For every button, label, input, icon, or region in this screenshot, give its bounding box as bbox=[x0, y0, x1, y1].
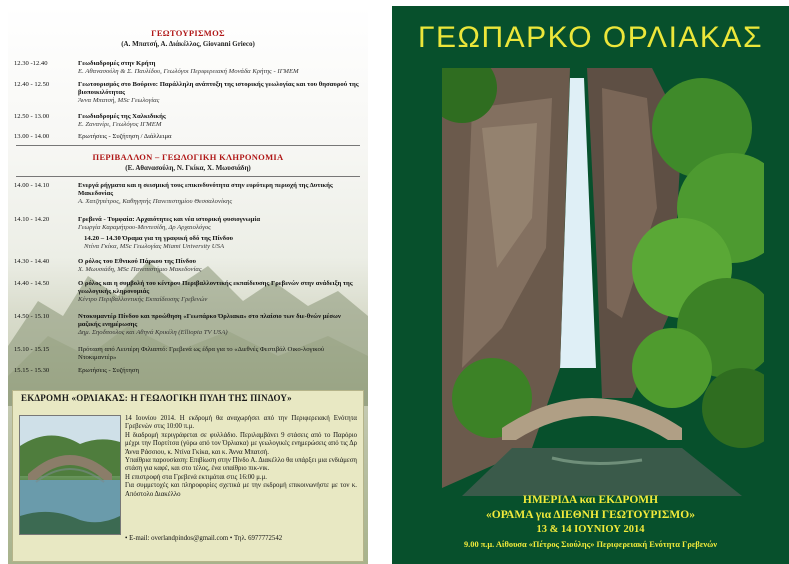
program-speaker: Δημ. Σηοδπουλος και Αθηνά Κρικέλη (Elliopia TV USA) bbox=[78, 329, 228, 337]
cover-title: ΓΕΩΠΑΡΚΟ ΟΡΛΙΑΚΑΣ bbox=[418, 21, 763, 54]
program-row bbox=[14, 346, 364, 364]
program-talk-title: Ντοκυμαντέρ Πίνδου και προώθηση «Γεωπάρκο Όρλιακα» στο πλαίσιο των διε-θνών μέσων μαζικής ενημέρωσης bbox=[78, 313, 341, 329]
program-time: 15.10 - 15.15 bbox=[14, 346, 50, 353]
event-type: ΗΜΕΡΙΔΑ και ΕΚΔΡΟΜΗ bbox=[522, 494, 659, 506]
divider bbox=[16, 145, 360, 146]
program-talk-title: 14.20 – 14.30 Όραμα για τη γραφική οδό της Πίνδου bbox=[84, 235, 233, 242]
program-time: 12.40 - 12.50 bbox=[14, 81, 50, 88]
program-time: 15.15 - 15.30 bbox=[14, 367, 50, 374]
program-talk-title: Γεωδιαδρομές στην Κρήτη bbox=[78, 60, 156, 67]
program-talk-title: Γρεβενά - Τυμφαία: Αρχαιότητες και νέα ιστορική φυσιογνωμία bbox=[78, 216, 261, 223]
program-speaker: Κέντρο Περιβαλλοντικής Εκπαίδευσης Γρεβενών bbox=[78, 296, 208, 304]
program-talk-title: Πρόταση από Λευτέρη Φιλιαπτό: Γρεβενά ως έδρα για το «Διεθνές Φεστιβάλ Οικο-λογικού Ντοκιμαντέρ» bbox=[78, 346, 325, 362]
program-row bbox=[14, 280, 364, 308]
divider bbox=[16, 176, 360, 177]
excursion-info: Για συμμετοχές και πληροφορίες σχετικά με την εκδρομή επικοινωνήστε με τον κ. Απόστολο Διακέλλο bbox=[125, 482, 357, 498]
program-time: 12.30 -12.40 bbox=[14, 60, 48, 67]
gorge-illustration bbox=[442, 68, 764, 496]
excursion-presentation: Υπαίθρια παρουσίαση: Επιβίωση στην Πίνδο Α. Διακέλλο θα υπάρξει μια ενδιάμεση στάση για καφέ, και στο τέλος, ένα υπαίθριο πικ-νικ. bbox=[125, 457, 357, 473]
program-panel bbox=[8, 6, 368, 564]
stone-bridge-icon bbox=[20, 416, 120, 534]
program-time: 14.00 - 14.10 bbox=[14, 182, 50, 189]
program-talk-title: Ο ρόλος και η συμβολή του κέντρου Περιβαλλοντικής εκπαίδευσης Γρεβενών στην ανάδειξη της γεωλογικής κληρονομιάς bbox=[78, 280, 353, 296]
program-row bbox=[14, 235, 364, 253]
program-row bbox=[14, 367, 364, 377]
program-row bbox=[14, 313, 364, 341]
program-row bbox=[14, 133, 364, 143]
event-theme: «ΟΡΑΜΑ για ΔΙΕΘΝΗ ΓΕΩΤΟΥΡΙΣΜΟ» bbox=[486, 509, 695, 521]
program-time: 13.00 - 14.00 bbox=[14, 133, 50, 140]
program-speaker: Ε. Ζανανίρι, Γεωλόγος ΙΓΜΕΜ bbox=[78, 121, 162, 129]
excursion-description bbox=[125, 415, 357, 499]
bridge-photo bbox=[19, 415, 121, 535]
program-speaker: Ε. Αθανασούλη & Σ. Παυλίδου, Γεωλόγοι Περιφερειακή Μονάδα Κρήτης - ΙΓΜΕΜ bbox=[78, 68, 299, 76]
program-time: 14.10 - 14.20 bbox=[14, 216, 50, 223]
program-talk-title: Ο ρόλος του Εθνικού Πάρκου της Πίνδου bbox=[78, 258, 196, 265]
program-talk-title: Ερωτήσεις - Συζήτηση bbox=[78, 367, 139, 374]
section-title-environment: ΠΕΡΙΒΑΛΛΟΝ – ΓΕΩΛΟΓΙΚΗ ΚΛΗΡΟΝΟΜΙΑ bbox=[92, 152, 284, 162]
section-moderators-environment: (Ε. Αθανασούλη, Ν. Γκίκα, Χ. Μωυσιάδη) bbox=[125, 164, 251, 172]
program-speaker: Α. Χατζηπέτρος, Καθηγητής Πανεπιστημίου Θεσσαλονίκης bbox=[78, 198, 233, 206]
program-speaker: Άννα Μπατσή, MSc Γεωλογίας bbox=[78, 97, 160, 105]
excursion-box bbox=[12, 390, 364, 562]
program-row bbox=[14, 216, 364, 234]
program-time: 14.40 - 14.50 bbox=[14, 280, 50, 287]
program-row bbox=[14, 113, 364, 131]
program-speaker: Γεωργία Καραμήτρου-Μεντεσίδη, Δρ Αρχαιολόγος bbox=[78, 224, 211, 232]
program-talk-title: Γεωτουρισμός στο Βούρινο: Παράλληλη ανάπτυξη της ιστορικής γεωλογίας και του θησαυρού της βιοποικιλότητας bbox=[78, 81, 359, 97]
program-talk-title: Ερωτήσεις - Συζήτηση / Διάλλειμα bbox=[78, 133, 172, 140]
program-time: 14.50 - 15.10 bbox=[14, 313, 50, 320]
cover-panel bbox=[392, 6, 789, 564]
event-dates: 13 & 14 ΙΟΥΝΙΟΥ 2014 bbox=[536, 524, 645, 535]
program-row bbox=[14, 258, 364, 276]
program-time: 14.30 - 14.40 bbox=[14, 258, 50, 265]
excursion-departure: 14 Ιουνίου 2014. Η εκδρομή θα αναχωρήσει από την Περιφερειακή Ενότητα Γρεβενών στις 10:00 π.μ. bbox=[125, 415, 357, 431]
excursion-route: Η διαδρομή περιγράφεται σε φυλλάδιο. Περιλαμβάνει 9 στάσεις από το Παρόριο μέχρι την Πορτίτσα (γύρω από τον Όρλιακα) με γεωλογικές ενημερώσεις από τις Δρ Άννα Ράσσιου, κ. Ντίνα Γκίκα, και κ. Άννα Μπατσή. bbox=[125, 431, 357, 456]
event-venue: 9.00 π.μ. Αίθουσα «Πέτρος Σιούλης» Περιφερειακή Ενότητα Γρεβενών bbox=[463, 540, 718, 549]
program-speaker: Ντίνα Γκίκα, MSc Γεωλογίας Miami University USA bbox=[84, 243, 225, 251]
program-row bbox=[14, 81, 364, 109]
section-title-geotourism: ΓΕΩΤΟΥΡΙΣΜΟΣ bbox=[151, 28, 225, 38]
program-row bbox=[14, 60, 364, 78]
program-row bbox=[14, 182, 364, 210]
program-time: 12.50 - 13.00 bbox=[14, 113, 50, 120]
section-moderators-geotourism: (Α. Μπατσή, Α. Διάκέλλος, Giovanni Grieco) bbox=[121, 40, 255, 48]
program-talk-title: Γεωδιαδρομές της Χαλκιδικής bbox=[78, 113, 166, 120]
program-speaker: Χ. Μωυσιάδη, MSc Πανεπιστήμιο Μακεδονίας bbox=[78, 266, 202, 274]
excursion-return: Η επιστροφή στα Γρεβενά εκτιμάται στις 16:00 μ.μ. bbox=[125, 473, 267, 481]
excursion-contact: • E-mail: overlandpindos@gmail.com • Τηλ. 6977772542 bbox=[125, 535, 283, 542]
excursion-title: ΕΚΔΡΟΜΗ «ΟΡΛΙΑΚΑΣ: Η ΓΕΩΛΟΓΙΚΗ ΠΥΛΗ ΤΗΣ ΠΙΝΔΟΥ» bbox=[21, 393, 292, 403]
program-talk-title: Ενεργά ρήγματα και η σεισμική τους επικινδυνότητα στην ευρύτερη περιοχή της Δυτικής Μακεδονίας bbox=[78, 182, 333, 198]
